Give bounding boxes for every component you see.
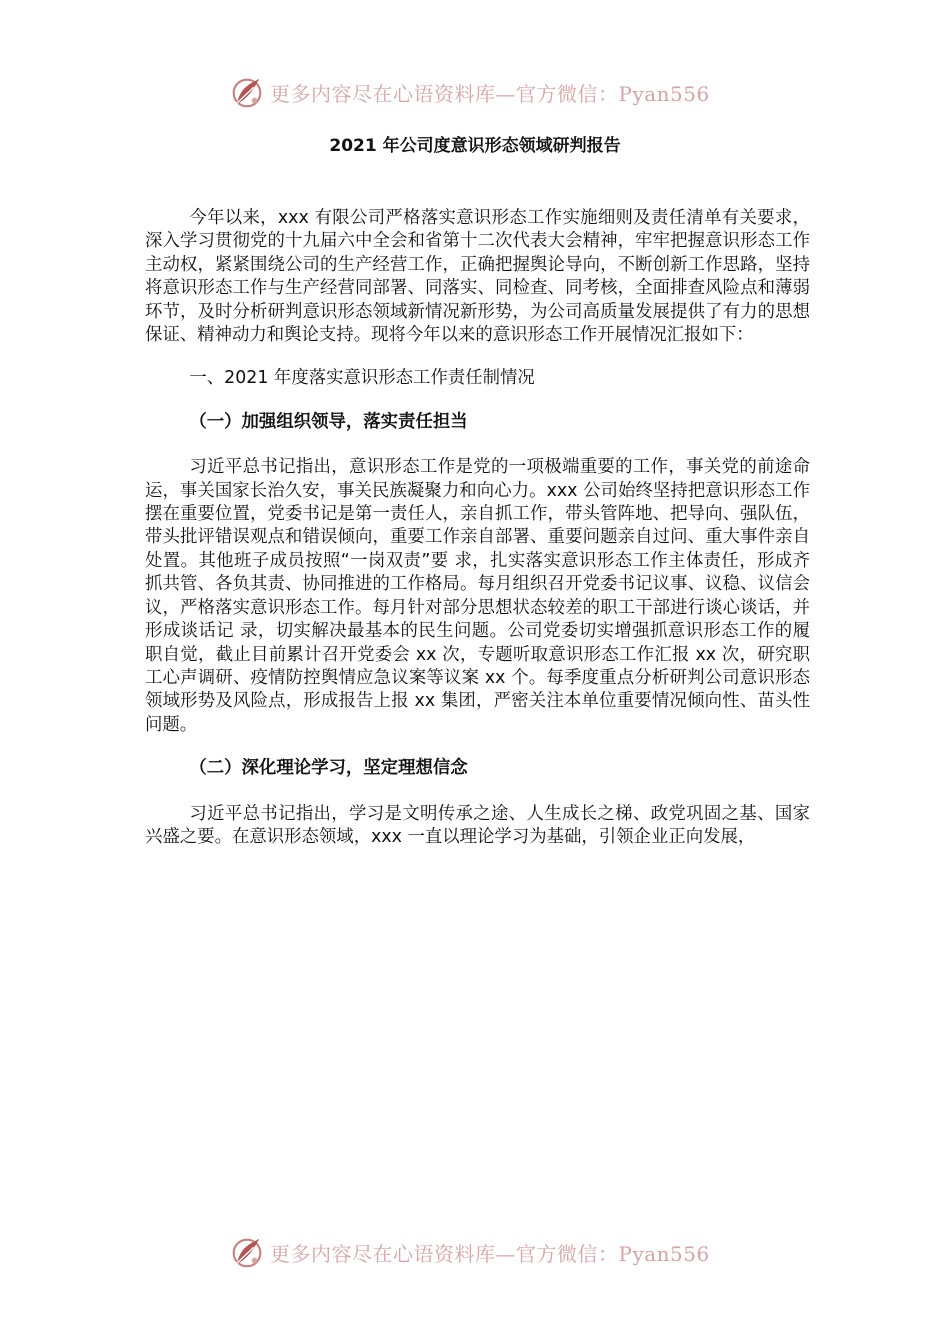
watermark-text: 更多内容尽在心语资料库—官方微信：Pyan556 (270, 1241, 710, 1266)
watermark-banner-bottom (228, 1230, 748, 1274)
document-title: 2021 年公司度意识形态领域研判报告 (329, 136, 621, 156)
document-body (145, 207, 810, 849)
watermark-text: 更多内容尽在心语资料库—官方微信：Pyan556 (270, 81, 710, 106)
subsection-2-paragraph: 习近平总书记指出，学习是文明传承之途、人生成长之梯、政党巩固之基、国家兴盛之要。在意识形态领域，xxx 一直以理论学习为基础，引领企业正向发展， (145, 803, 810, 847)
intro-paragraph: 今年以来，xxx 有限公司严格落实意识形态工作实施细则及责任清单有关要求，深入学习贯彻党的十九届六中全会和省第十二次代表大会精神，牢牢把握意识形态工作主动权，紧紧围绕公司的生产经营工作，正确把握舆论导向，不断创新工作思路，坚持将意识形态工作与生产经营同部署、同落实、同检查、同考核，全面排查风险点和薄弱环节，及时分析研判意识形态领域新情况新形势，为公司高质量发展提供了有力的思想保证、精神动力和舆论支持。现将今年以来的意识形态工作开展情况汇报如下： (145, 208, 810, 346)
section-heading-1: 一、2021 年度落实意识形态工作责任制情况 (189, 368, 535, 389)
subsection-heading-1: （一）加强组织领导，落实责任担当 (189, 411, 468, 432)
leaf-swirl-logo-icon (228, 1233, 266, 1271)
leaf-swirl-logo-icon (228, 73, 266, 111)
watermark-banner-top (228, 70, 748, 114)
subsection-heading-2: （二）深化理论学习，坚定理想信念 (189, 758, 468, 779)
subsection-1-paragraph: 习近平总书记指出，意识形态工作是党的一项极端重要的工作，事关党的前途命运，事关国家长治久安，事关民族凝聚力和向心力。xxx 公司始终坚持把意识形态工作摆在重要位置，党委书记是第一责任人，亲自抓工作，带头管阵地、把导向、强队伍，带头批评错误观点和错误倾向，重要工作亲自部署、重要问题亲自过问、重大事件亲自处置。其他班子成员按照“一岗双责”要 求，扎实落实意识形态工作主体责任，形成齐抓共管、各负其责、协同推进的工作格局。每月组织召开党委书记议事、议稳、议信会议，严格落实意识形态工作。每月针对部分思想状态较差的职工干部进行谈心谈话，并形成谈话记 录，切实解决最基本的民生问题。公司党委切实增强抓意识形态工作的履职自觉，截止目前累计召开党委会 xx 次，专题听取意识形态工作汇报 xx 次，研究职工心声调研、疫情防控舆情应急议案等议案 xx 个。每季度重点分析研判公司意识形态领域形势及风险点，形成报告上报 xx 集团，严密关注本单位重要情况倾向性、苗头性问题。 (145, 457, 810, 735)
